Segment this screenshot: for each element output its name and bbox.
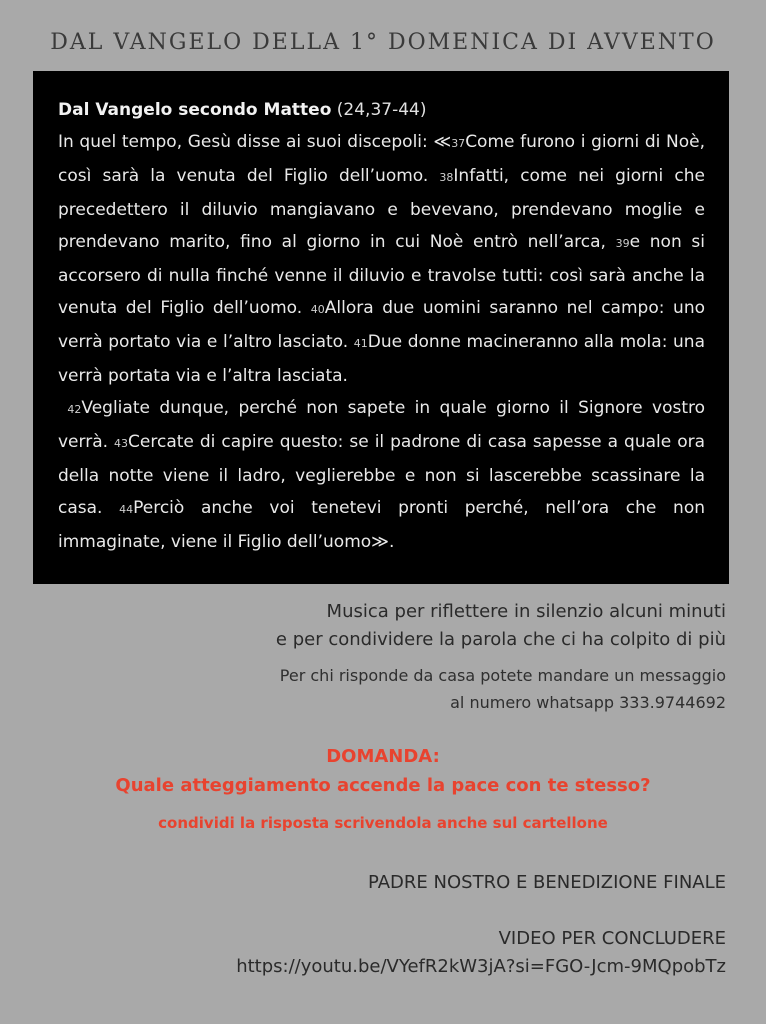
- gospel-paragraph-1: [58, 94, 705, 392]
- verse-text: Infatti, come nei giorni che precedettero il diluvio mangiavano e bevevano, prendevano moglie e prendevano marito, fino al giorno in cui Noè entrò nell’arca,: [58, 166, 705, 252]
- verse-number: 38: [439, 171, 454, 184]
- music-line-1: Musica per riflettere in silenzio alcuni minuti: [326, 601, 726, 622]
- verse-number: 39: [615, 237, 630, 250]
- verse-text: Perciò anche voi tenetevi pronti perché, nell’ora che non immaginate, viene il Figlio dell’uomo≫.: [58, 498, 705, 552]
- verse-number: 42: [67, 403, 82, 416]
- gospel-passage-box: [33, 71, 729, 584]
- music-line-2: e per condividere la parola che ci ha colpito di più: [275, 629, 726, 650]
- question-note: condividi la risposta scrivendola anche sul cartellone: [158, 814, 608, 832]
- question-label: DOMANDA:: [326, 746, 440, 767]
- verse-number: 44: [119, 503, 134, 516]
- question-text: Quale atteggiamento accende la pace con te stesso?: [115, 775, 651, 796]
- page-title: DAL VANGELO DELLA 1° DOMENICA DI AVVENTO: [50, 30, 716, 55]
- verse-text: Due donne macineranno alla mola: una verrà portata via e l’altra lasciata.: [58, 332, 705, 386]
- verse-text: e non si accorsero di nulla finché venne il diluvio e travolse tutti: così sarà anche la venuta del Figlio dell’uomo.: [58, 232, 705, 318]
- contact-line-2: al numero whatsapp 333.9744692: [450, 693, 726, 712]
- verse-number: 41: [353, 337, 368, 350]
- verse-text: Vegliate dunque, perché non sapete in quale giorno il Signore vostro verrà.: [58, 398, 706, 452]
- verse-text: Come furono i giorni di Noè, così sarà la venuta del Figlio dell’uomo.: [58, 132, 705, 186]
- video-label: VIDEO PER CONCLUDERE: [498, 928, 726, 949]
- verse-number: 37: [451, 137, 466, 150]
- music-instructions: [276, 598, 726, 654]
- gospel-paragraph-2: [58, 392, 705, 558]
- gospel-title: Dal Vangelo secondo Matteo: [58, 100, 332, 120]
- gospel-reference: (24,37-44): [331, 100, 427, 120]
- contact-info: [280, 662, 726, 716]
- verse-number: 43: [114, 437, 129, 450]
- gospel-intro: In quel tempo, Gesù disse ai suoi discepoli: ≪: [58, 132, 452, 152]
- verse-text: Allora due uomini saranno nel campo: uno verrà portato via e l’altro lasciato.: [58, 298, 705, 352]
- contact-line-1: Per chi risponde da casa potete mandare un messaggio: [279, 666, 726, 685]
- closing-prayer: PADRE NOSTRO E BENEDIZIONE FINALE: [368, 872, 726, 893]
- verse-number: 40: [310, 303, 325, 316]
- verse-text: Cercate di capire questo: se il padrone di casa sapesse a quale ora della notte viene il ladro, veglierebbe e non si lascerebbe scassinare la casa.: [58, 432, 706, 518]
- video-link[interactable]: https://youtu.be/VYefR2kW3jA?si=FGO-Jcm-9MQpobTz: [236, 956, 726, 977]
